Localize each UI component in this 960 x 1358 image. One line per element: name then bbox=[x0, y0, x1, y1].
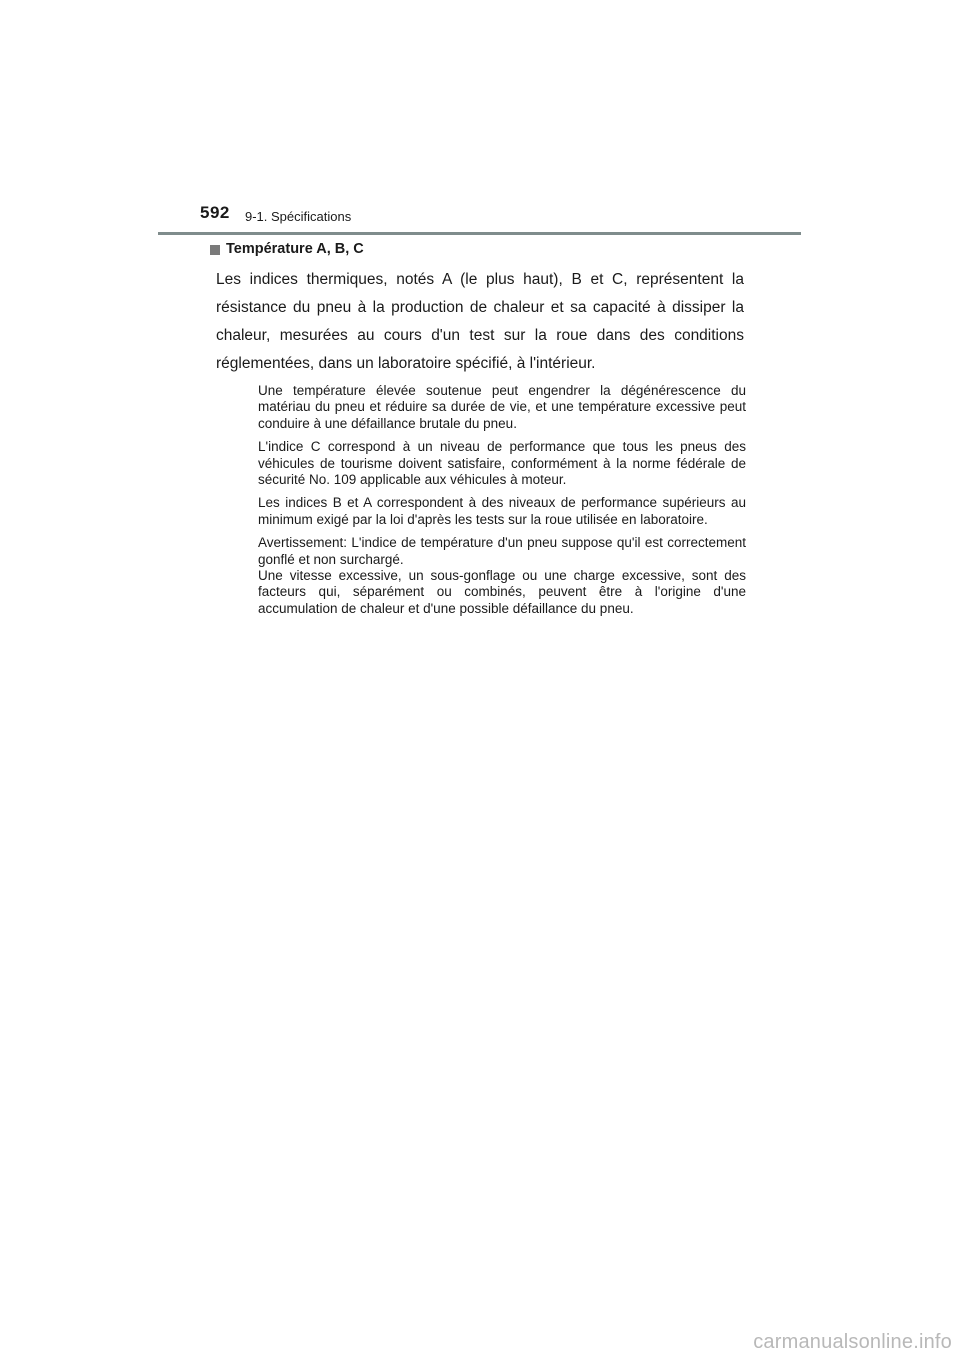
page-header bbox=[0, 0, 960, 240]
note-paragraph-2: L'indice C correspond à un niveau de performance que tous les pneus des véhicules de tourisme doivent satisfaire, conformément à la norme fédérale de sécurité No. 109 applicable aux véhicules à moteur. bbox=[258, 439, 746, 488]
warning-paragraph bbox=[258, 535, 746, 617]
page-number: 592 bbox=[200, 203, 230, 222]
note-paragraph-1: Une température élevée soutenue peut engendrer la dégénérescence du matériau du pneu et réduire sa durée de vie, et une température excessive peut conduire à une défaillance brutale du pneu. bbox=[258, 383, 746, 431]
header-rule bbox=[158, 232, 801, 235]
lead-paragraph: Les indices thermiques, notés A (le plus haut), B et C, représentent la résistance du pneu à la production de chaleur et sa capacité à dissiper la chaleur, mesurées au cours d'un test sur la roue dans des conditions réglementées, dans un laboratoire spécifié, à l'intérieur. bbox=[216, 271, 744, 372]
section-heading bbox=[210, 238, 744, 260]
note-paragraph-3: Les indices B et A correspondent à des niveaux de performance supérieurs au minimum exigé par la loi d'après les tests sur la roue utilisée en laboratoire. bbox=[258, 495, 746, 527]
heading-text: Température A, B, C bbox=[226, 241, 364, 257]
section-title: 9-1. Spécifications bbox=[245, 209, 352, 224]
warning-line-1: Avertissement: L'indice de température d'un pneu suppose qu'il est correctement gonflé et non surchargé. bbox=[258, 535, 746, 567]
warning-line-2: Une vitesse excessive, un sous-gonflage ou une charge excessive, sont des facteurs qui, séparément ou combinés, peuvent être à l'origine d'une accumulation de chaleur et d'une possible défaillance du pneu. bbox=[258, 568, 746, 616]
watermark[interactable]: carmanualsonline.info bbox=[753, 1331, 952, 1353]
square-bullet-icon bbox=[210, 245, 220, 255]
main-content bbox=[216, 238, 744, 624]
notes-block bbox=[258, 383, 746, 617]
